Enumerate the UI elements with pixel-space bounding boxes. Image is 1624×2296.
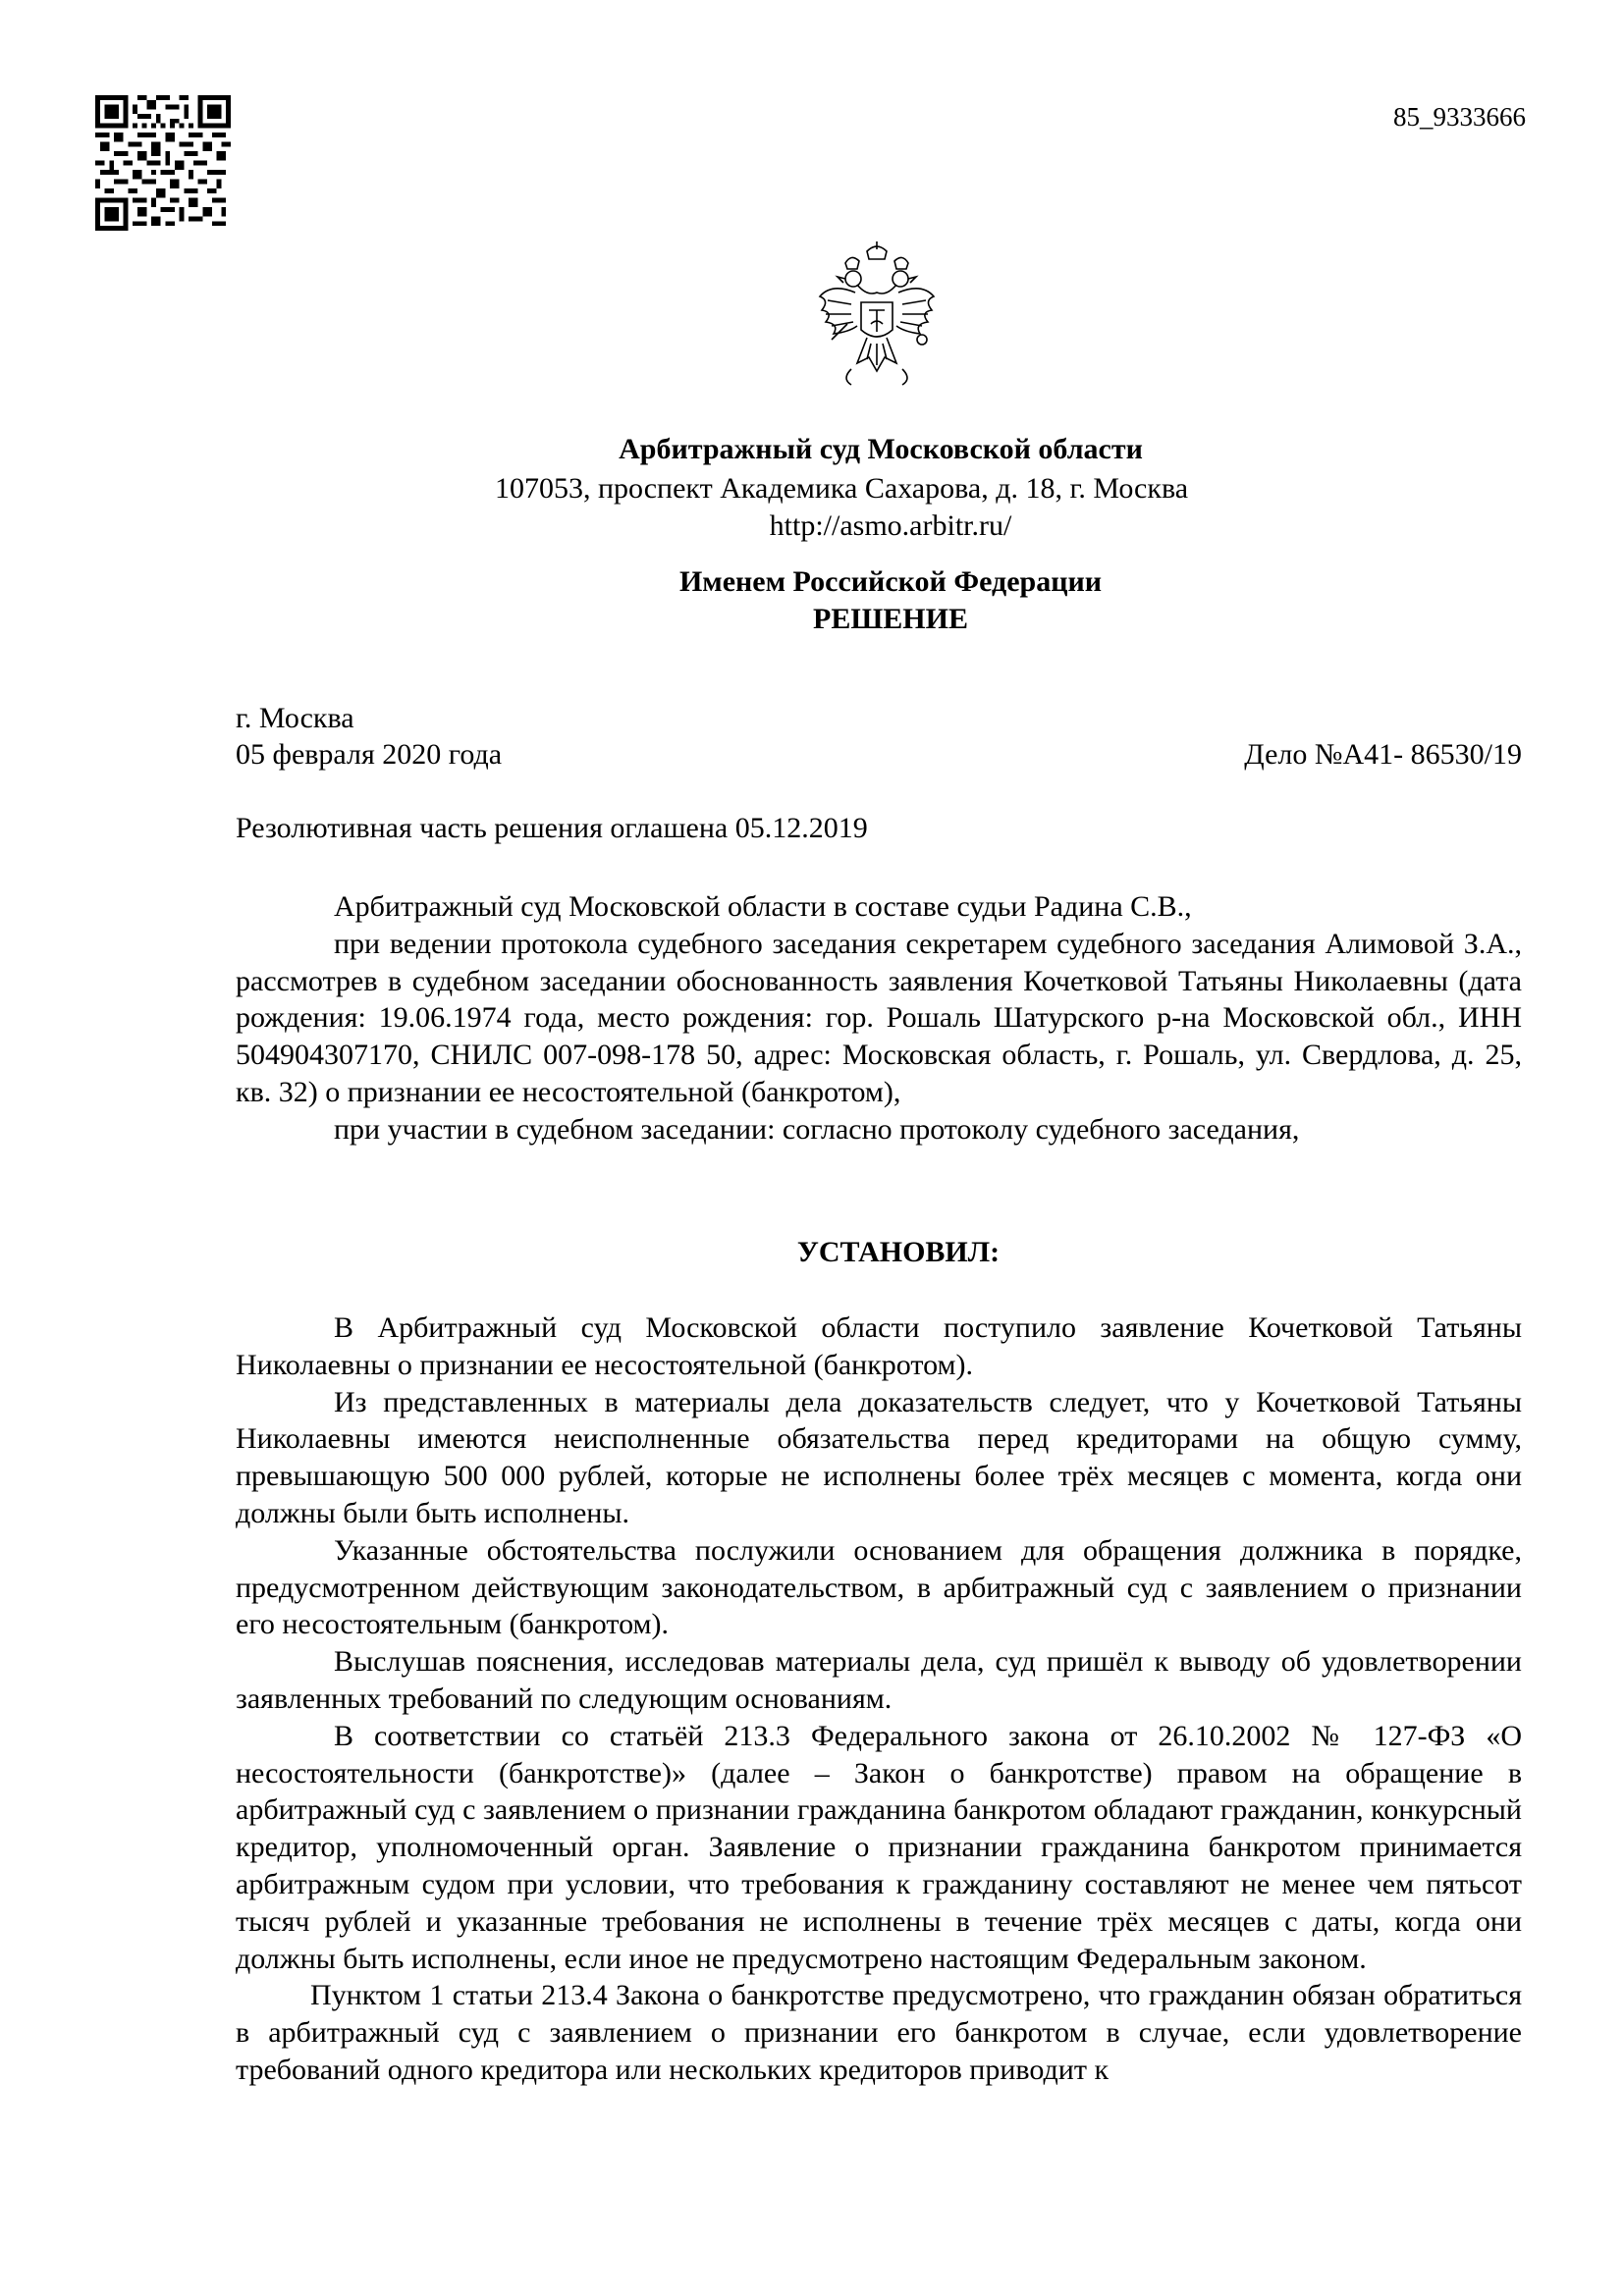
body-paragraph: В соответствии со статьёй 213.3 Федерального закона от 26.10.2002 № 127-ФЗ «О несостоятельности (банкротстве)» (далее – Закон о банкротстве) правом на обращение в арбитражный суд с заявлением о признании гражданина банкротом обладают гражданин, конкурсный кредитор, уполномоченный орган. Заявление о признании гражданина банкротом принимается арбитражным судом при условии, что требования к гражданину составляют не менее чем пятьсот тысяч рублей и указанные требования не исполнены в течение трёх месяцев с даты, когда они должны быть исполнены, если иное не предусмотрено настоящим Федеральным законом. bbox=[236, 1719, 1522, 1975]
decision-date: 05 февраля 2020 года bbox=[236, 738, 503, 771]
body-paragraph: Выслушав пояснения, исследовав материалы дела, суд пришёл к выводу об удовлетворении заявленных требований по следующим основаниям. bbox=[236, 1645, 1522, 1715]
resolution-note: Резолютивная часть решения оглашена 05.12.2019 bbox=[236, 812, 868, 844]
court-address: 107053, проспект Академика Сахарова, д. 18, г. Москва bbox=[494, 472, 1189, 505]
rf-name-heading: Именем Российской Федерации bbox=[678, 565, 1103, 598]
city: г. Москва bbox=[236, 702, 354, 734]
established-heading: УСТАНОВИЛ: bbox=[796, 1236, 1001, 1268]
court-name: Арбитражный суд Московской области bbox=[619, 433, 1143, 465]
case-number: Дело №А41- 86530/19 bbox=[1244, 738, 1522, 771]
court-url: http://asmo.arbitr.ru/ bbox=[769, 509, 1012, 542]
intro-paragraph: Арбитражный суд Московской области в составе судьи Радина С.В., bbox=[334, 890, 1192, 923]
document-code: 85_9333666 bbox=[1393, 102, 1526, 132]
intro-paragraph: при участии в судебном заседании: согласно протоколу судебного заседания, bbox=[334, 1112, 1300, 1146]
body-paragraph: Указанные обстоятельства послужили основанием для обращения должника в порядке, предусмотренном действующим законодательством, в арбитражный суд с заявлением о признании его несостоятельным (банкротом). bbox=[236, 1533, 1522, 1641]
intro-section bbox=[236, 888, 1522, 1148]
intro-paragraph: при ведении протокола судебного заседания секретарем судебного заседания Алимовой З.А., рассмотрев в судебном заседании обоснованность заявления Кочетковой Татьяны Николаевны (дата рождения: 19.06.1974 года, место рождения: гор. Рошаль Шатурского р-на Московской обл., ИНН 504904307170, СНИЛС 007-098-178 50, адрес: Московская область, г. Рошаль, ул. Свердлова, д. 25, кв. 32) о признании ее несостоятельной (банкротом), bbox=[236, 927, 1522, 1108]
body-paragraph: Пунктом 1 статьи 213.4 Закона о банкротстве предусмотрено, что гражданин обязан обратиться в арбитражный суд с заявлением о признании его банкротом в случае, если удовлетворение требований одного кредитора или нескольких кредиторов приводит к bbox=[236, 1979, 1522, 2086]
body-paragraph: Из представленных в материалы дела доказательств следует, что у Кочетковой Татьяны Николаевны имеются неисполненные обязательства перед кредиторами на общую сумму, превышающую 500 000 рублей, которые не исполнены более трёх месяцев с момента, когда они должны были быть исполнены. bbox=[236, 1385, 1522, 1529]
body-paragraph: В Арбитражный суд Московской области поступило заявление Кочетковой Татьяны Николаевны о признании ее несостоятельной (банкротом). bbox=[236, 1311, 1522, 1381]
main-section bbox=[236, 1309, 1522, 2089]
document-type-heading: РЕШЕНИЕ bbox=[813, 603, 968, 635]
coat-of-arms-icon bbox=[812, 241, 942, 389]
qr-code bbox=[95, 95, 231, 231]
